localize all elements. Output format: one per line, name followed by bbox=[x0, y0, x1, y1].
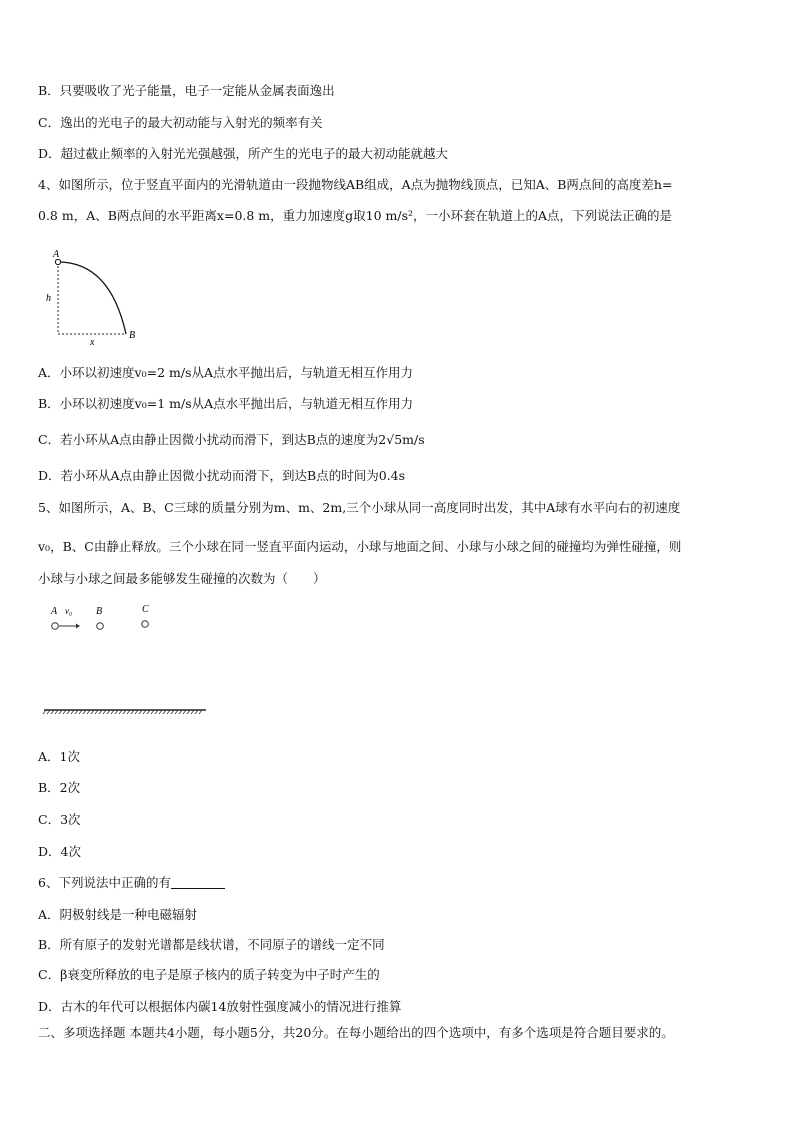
q3-option-d: D．超过截止频率的入射光光强越强，所产生的光电子的最大初动能就越大 bbox=[38, 146, 449, 161]
q6-stem-text: 6、下列说法中正确的有 bbox=[38, 875, 171, 890]
q5-stem-line1: 5、如图所示，A、B、C三球的质量分别为m、m、2m,三个小球从同一高度同时出发，其中A球有水平向右的初速度 bbox=[38, 500, 681, 515]
arrow-head bbox=[76, 624, 80, 629]
label-h: h bbox=[46, 293, 51, 304]
q4-option-b: B．小环以初速度v₀=1 m/s从A点水平抛出后，与轨道无相互作用力 bbox=[38, 396, 414, 411]
ball-c bbox=[142, 621, 149, 628]
q5-option-b: B．2次 bbox=[38, 780, 81, 795]
q4-option-a: A．小环以初速度v₀=2 m/s从A点水平抛出后，与轨道无相互作用力 bbox=[38, 365, 414, 380]
label-a: A bbox=[51, 606, 58, 617]
q6-option-c: C．β衰变所释放的电子是原子核内的质子转变为中子时产生的 bbox=[38, 967, 380, 982]
q5-option-d: D．4次 bbox=[38, 844, 81, 859]
label-x: x bbox=[90, 337, 95, 348]
q3-option-c: C．逸出的光电子的最大初动能与入射光的频率有关 bbox=[38, 115, 323, 130]
q6-option-d: D．古木的年代可以根据体内碳14放射性强度减小的情况进行推算 bbox=[38, 999, 402, 1014]
q5-stem-line2: v₀，B、C由静止释放。三个小球在同一竖直平面内运动，小球与地面之间、小球与小球之间的碰撞均为弹性碰撞，则 bbox=[38, 539, 682, 554]
q4-stem-line1: 4、如图所示，位于竖直平面内的光滑轨道由一段抛物线AB组成，A点为抛物线顶点，已知A、B两点间的高度差h= bbox=[38, 177, 673, 192]
section-2-heading: 二、多项选择题 本题共4小题，每小题5分，共20分。在每小题给出的四个选项中，有多个选项是符合题目要求的。 bbox=[38, 1025, 674, 1040]
label-a: A bbox=[53, 249, 60, 260]
q5-balls-figure bbox=[38, 600, 218, 725]
q4-track-figure bbox=[40, 248, 150, 348]
ball-b bbox=[97, 623, 104, 630]
q4-option-c: C．若小环从A点由静止因微小扰动而滑下，到达B点的速度为2√5m/s bbox=[38, 432, 425, 447]
answer-blank bbox=[171, 876, 225, 889]
label-c: C bbox=[142, 604, 149, 615]
q5-option-c: C．3次 bbox=[38, 812, 81, 827]
q4-option-d: D．若小环从A点由静止因微小扰动而滑下，到达B点的时间为0.4s bbox=[38, 468, 406, 483]
q5-stem-line3: 小球与小球之间最多能够发生碰撞的次数为（ ） bbox=[38, 571, 326, 586]
ring bbox=[55, 259, 60, 264]
label-v0: v₀ bbox=[65, 606, 73, 616]
q5-option-a: A．1次 bbox=[38, 749, 80, 764]
q6-stem bbox=[38, 874, 225, 892]
q4-stem-line2: 0.8 m，A、B两点间的水平距离x=0.8 m，重力加速度g取10 m/s²，一小环套在轨道上的A点，下列说法正确的是 bbox=[38, 208, 673, 223]
label-b: B bbox=[96, 606, 103, 617]
q6-option-a: A．阴极射线是一种电磁辐射 bbox=[38, 907, 198, 922]
q3-option-b: B．只要吸收了光子能量，电子一定能从金属表面逸出 bbox=[38, 83, 335, 98]
ball-a bbox=[52, 623, 59, 630]
parabola-track bbox=[58, 262, 126, 334]
q6-option-b: B．所有原子的发射光谱都是线状谱，不同原子的谱线一定不同 bbox=[38, 937, 385, 952]
label-b: B bbox=[129, 330, 136, 341]
